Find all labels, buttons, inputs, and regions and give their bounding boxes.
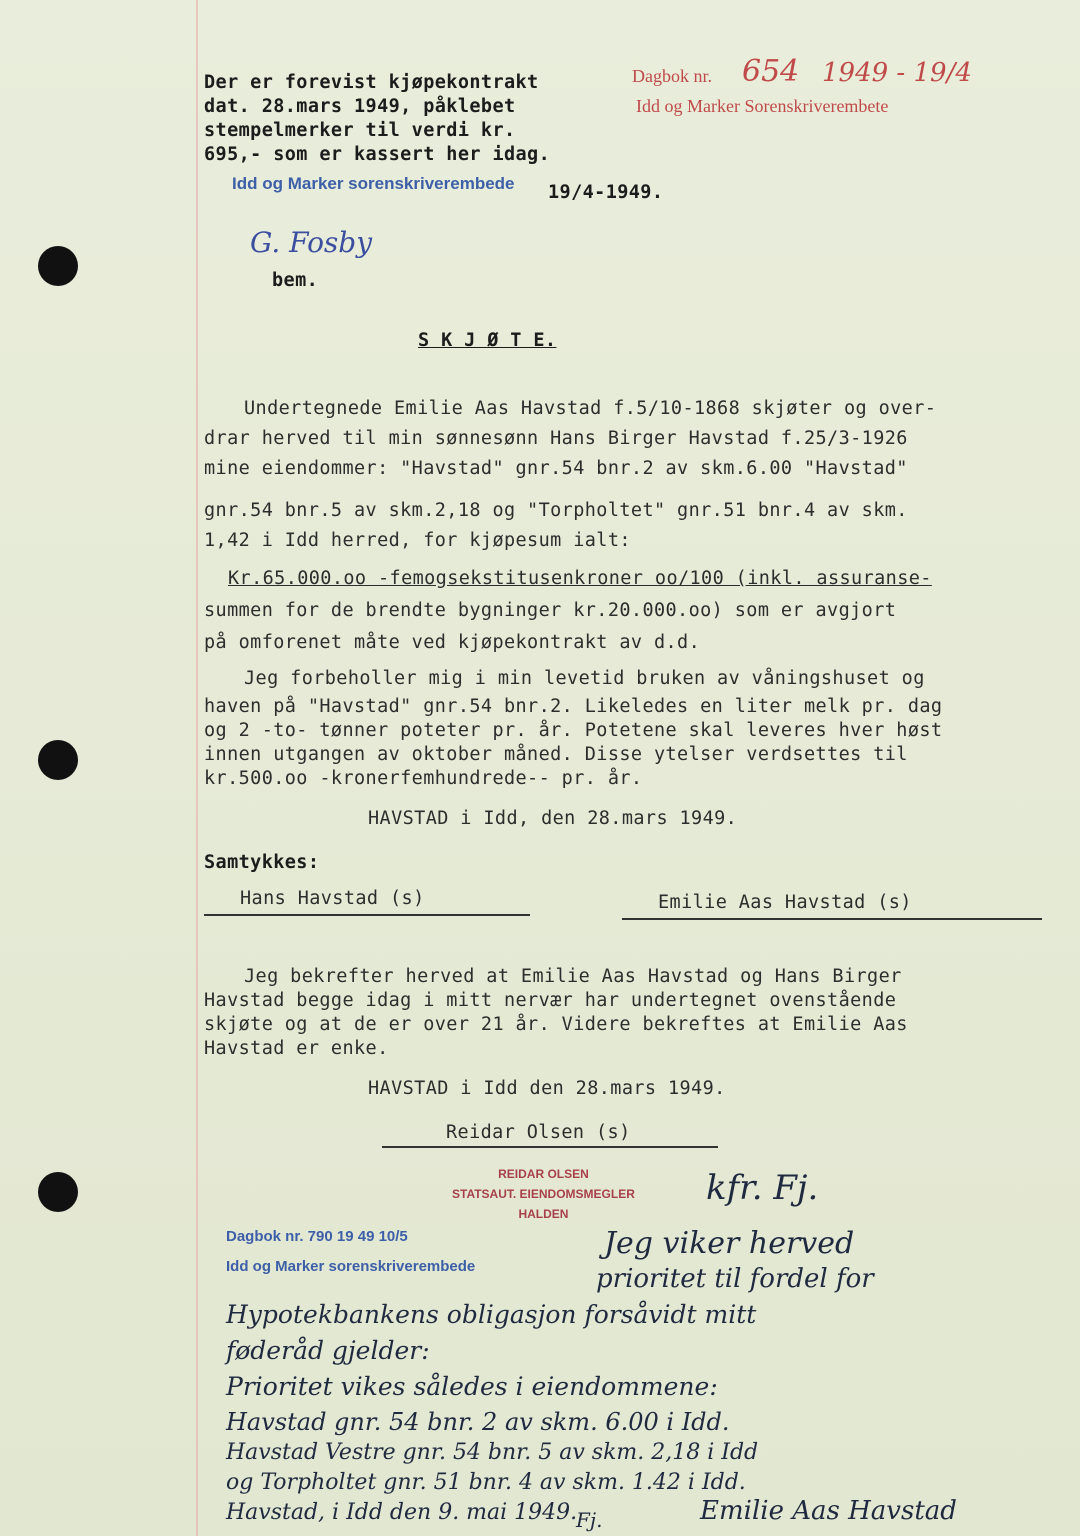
kfr-note: kfr. Fj. <box>706 1168 819 1208</box>
punch-hole <box>38 246 78 286</box>
body-line: gnr.54 bnr.5 av skm.2,18 og "Torpholtet" gnr.51 bnr.4 av skm. <box>204 500 908 521</box>
samtykkes-label: Samtykkes: <box>204 852 320 873</box>
hand-signature-emilie: Emilie Aas Havstad <box>700 1496 957 1526</box>
signature-line <box>382 1146 718 1148</box>
hand-line: føderåd gjelder: <box>226 1336 430 1365</box>
signature-hans: Hans Havstad (s) <box>240 888 425 909</box>
dagbok-label: Dagbok nr. <box>632 66 712 86</box>
hand-line: Havstad, i Idd den 9. mai 1949. <box>226 1500 578 1525</box>
body-line: Jeg forbeholler mig i min levetid bruken av våningshuset og <box>244 668 925 689</box>
agent-stamp-line: REIDAR OLSEN <box>498 1167 589 1181</box>
hand-line: Havstad Vestre gnr. 54 bnr. 5 av skm. 2,18 i Idd <box>226 1440 759 1465</box>
hand-line: og Torpholtet gnr. 51 bnr. 4 av skm. 1.42 i Idd. <box>226 1470 746 1495</box>
body-line: 1,42 i Idd herred, for kjøpesum ialt: <box>204 530 631 551</box>
confirm-line: skjøte og at de er over 21 år. Videre bekreftes at Emilie Aas <box>204 1014 908 1035</box>
punch-hole <box>38 740 78 780</box>
agent-stamp-line: HALDEN <box>518 1207 569 1221</box>
agent-stamp-line: STATSAUT. EIENDOMSMEGLER <box>452 1187 635 1201</box>
bem-label: bem. <box>272 270 319 291</box>
signature-line <box>204 914 530 916</box>
confirm-line: Havstad begge idag i mitt nervær har undertegnet ovenstående <box>204 990 897 1011</box>
signature-witness: Reidar Olsen (s) <box>446 1122 631 1143</box>
document-title: S K J Ø T E. <box>418 330 557 351</box>
top-note-line: Der er forevist kjøpekontrakt <box>204 72 539 93</box>
top-note-line: stempelmerker til verdi kr. <box>204 120 516 141</box>
office-name-stamp: Idd og Marker Sorenskriverembete <box>636 96 889 116</box>
body-line: på omforenet måte ved kjøpekontrakt av d.d. <box>204 632 701 653</box>
body-line: summen for de brendte bygninger kr.20.000.oo) som er avgjort <box>204 600 897 621</box>
confirm-line: Havstad er enke. <box>204 1038 389 1059</box>
agent-stamp <box>452 1164 635 1224</box>
office-stamp: Idd og Marker sorenskriverembede <box>232 174 515 193</box>
hand-signature-initials: Fj. <box>576 1508 603 1532</box>
bottom-dagbok-stamp: Dagbok nr. 790 19 49 10/5 <box>226 1228 408 1245</box>
hand-line: Havstad gnr. 54 bnr. 2 av skm. 6.00 i Idd. <box>226 1408 730 1436</box>
place-date-2: HAVSTAD i Idd den 28.mars 1949. <box>368 1078 726 1099</box>
dagbok-date: 1949 - 19/4 <box>822 58 972 88</box>
top-note-line: 695,- som er kassert her idag. <box>204 144 551 165</box>
body-line: drar herved til min sønnesønn Hans Birger Havstad f.25/3-1926 <box>204 428 908 449</box>
hand-line: prioritet til fordel for <box>596 1264 874 1294</box>
body-line: Kr.65.000.oo -femogsekstitusenkroner oo/100 (inkl. assuranse- <box>228 568 932 589</box>
body-line: kr.500.oo -kronerfemhundrede-- pr. år. <box>204 768 643 789</box>
office-stamp-date: 19/4-1949. <box>548 182 664 203</box>
dagbok-number: 654 <box>742 54 800 89</box>
body-line: innen utgangen av oktober måned. Disse ytelser verdsettes til <box>204 744 908 765</box>
signature-fosby: G. Fosby <box>250 226 373 259</box>
margin-line <box>196 0 198 1536</box>
bottom-office-stamp: Idd og Marker sorenskriverembede <box>226 1258 476 1275</box>
hand-line: Prioritet vikes således i eiendommene: <box>226 1372 718 1401</box>
punch-hole <box>38 1172 78 1212</box>
body-line: haven på "Havstad" gnr.54 bnr.2. Likeledes en liter melk pr. dag <box>204 696 943 717</box>
place-date-1: HAVSTAD i Idd, den 28.mars 1949. <box>368 808 738 829</box>
signature-line <box>622 918 1042 920</box>
body-line: og 2 -to- tønner poteter pr. år. Potetene skal leveres hver høst <box>204 720 943 741</box>
body-line: mine eiendommer: "Havstad" gnr.54 bnr.2 av skm.6.00 "Havstad" <box>204 458 908 479</box>
signature-emilie: Emilie Aas Havstad (s) <box>658 892 912 913</box>
top-note-line: dat. 28.mars 1949, påklebet <box>204 96 516 117</box>
hand-line: Jeg viker herved <box>604 1226 855 1261</box>
confirm-line: Jeg bekrefter herved at Emilie Aas Havstad og Hans Birger <box>244 966 902 987</box>
hand-line: Hypotekbankens obligasjon forsåvidt mitt <box>226 1300 757 1329</box>
body-line: Undertegnede Emilie Aas Havstad f.5/10-1868 skjøter og over- <box>244 398 937 419</box>
